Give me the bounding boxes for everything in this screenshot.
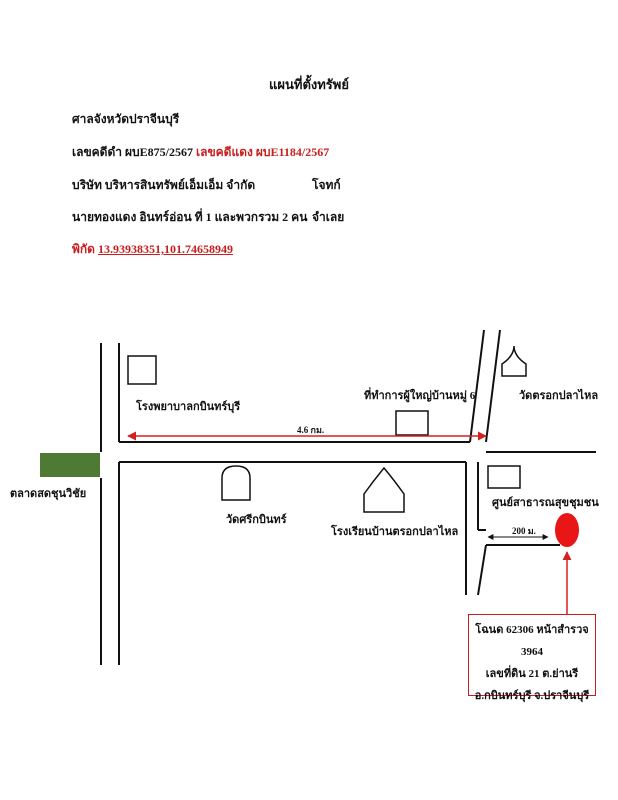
court-name: ศาลจังหวัดปราจีนบุรี bbox=[72, 112, 180, 126]
market-block bbox=[40, 453, 100, 477]
right-road-a-upper bbox=[470, 330, 484, 442]
temple-top-right-icon bbox=[502, 346, 526, 376]
distance-short-label: 200 ม. bbox=[512, 526, 536, 536]
hospital-label: โรงพยาบาลกบินทร์บุรี bbox=[136, 401, 241, 413]
school-icon bbox=[364, 468, 404, 512]
document-title: แผนที่ตั้งทรัพย์ bbox=[269, 77, 349, 92]
property-land-line: เลขที่ดิน 21 ต.ย่านรี bbox=[485, 668, 579, 680]
property-location-marker bbox=[555, 513, 579, 547]
market-label: ตลาดสดชุนวิชัย bbox=[10, 488, 87, 500]
plaintiff-role: โจทก์ bbox=[312, 178, 341, 192]
property-deed-line: โฉนด 62306 หน้าสำรวจ 3964 bbox=[475, 624, 589, 658]
distance-main-label: 4.6 กม. bbox=[297, 425, 325, 435]
health-center-building bbox=[488, 466, 520, 488]
village-office-label: ที่ทำการผู้ใหญ่บ้านหมู่ 6 bbox=[364, 390, 476, 402]
temple-kabin-label: วัดศรีกบินทร์ bbox=[226, 514, 287, 526]
school-label: โรงเรียนบ้านตรอกปลาไหล bbox=[331, 526, 459, 538]
side-road-diag bbox=[478, 545, 486, 595]
case-red-number: เลขคดีแดง ผบE1184/2567 bbox=[196, 145, 330, 159]
temple-kabin-icon bbox=[222, 466, 250, 500]
property-district-line: อ.กบินทร์บุรี จ.ปราจีนบุรี bbox=[474, 690, 590, 702]
coordinates-value: 13.93938351,101.74658949 bbox=[97, 242, 233, 256]
coordinates-label: พิกัด bbox=[72, 242, 95, 256]
village-office-building bbox=[396, 411, 428, 435]
defendant-name: นายทองแดง อินทร์อ่อน ที่ 1 และพวกรวม 2 คน bbox=[72, 210, 308, 224]
defendant-role: จำเลย bbox=[312, 210, 345, 224]
property-info-box bbox=[468, 614, 596, 702]
health-center-label: ศูนย์สาธารณสุขชุมชน bbox=[492, 497, 599, 509]
right-road-b-upper bbox=[486, 330, 500, 442]
hospital-building bbox=[128, 356, 156, 384]
case-black-number: เลขคดีดำ ผบE875/2567 bbox=[72, 145, 193, 159]
temple-top-right-label: วัดตรอกปลาไหล bbox=[519, 390, 599, 402]
plaintiff-name: บริษัท บริหารสินทรัพย์เอ็มเอ็ม จำกัด bbox=[72, 178, 256, 192]
